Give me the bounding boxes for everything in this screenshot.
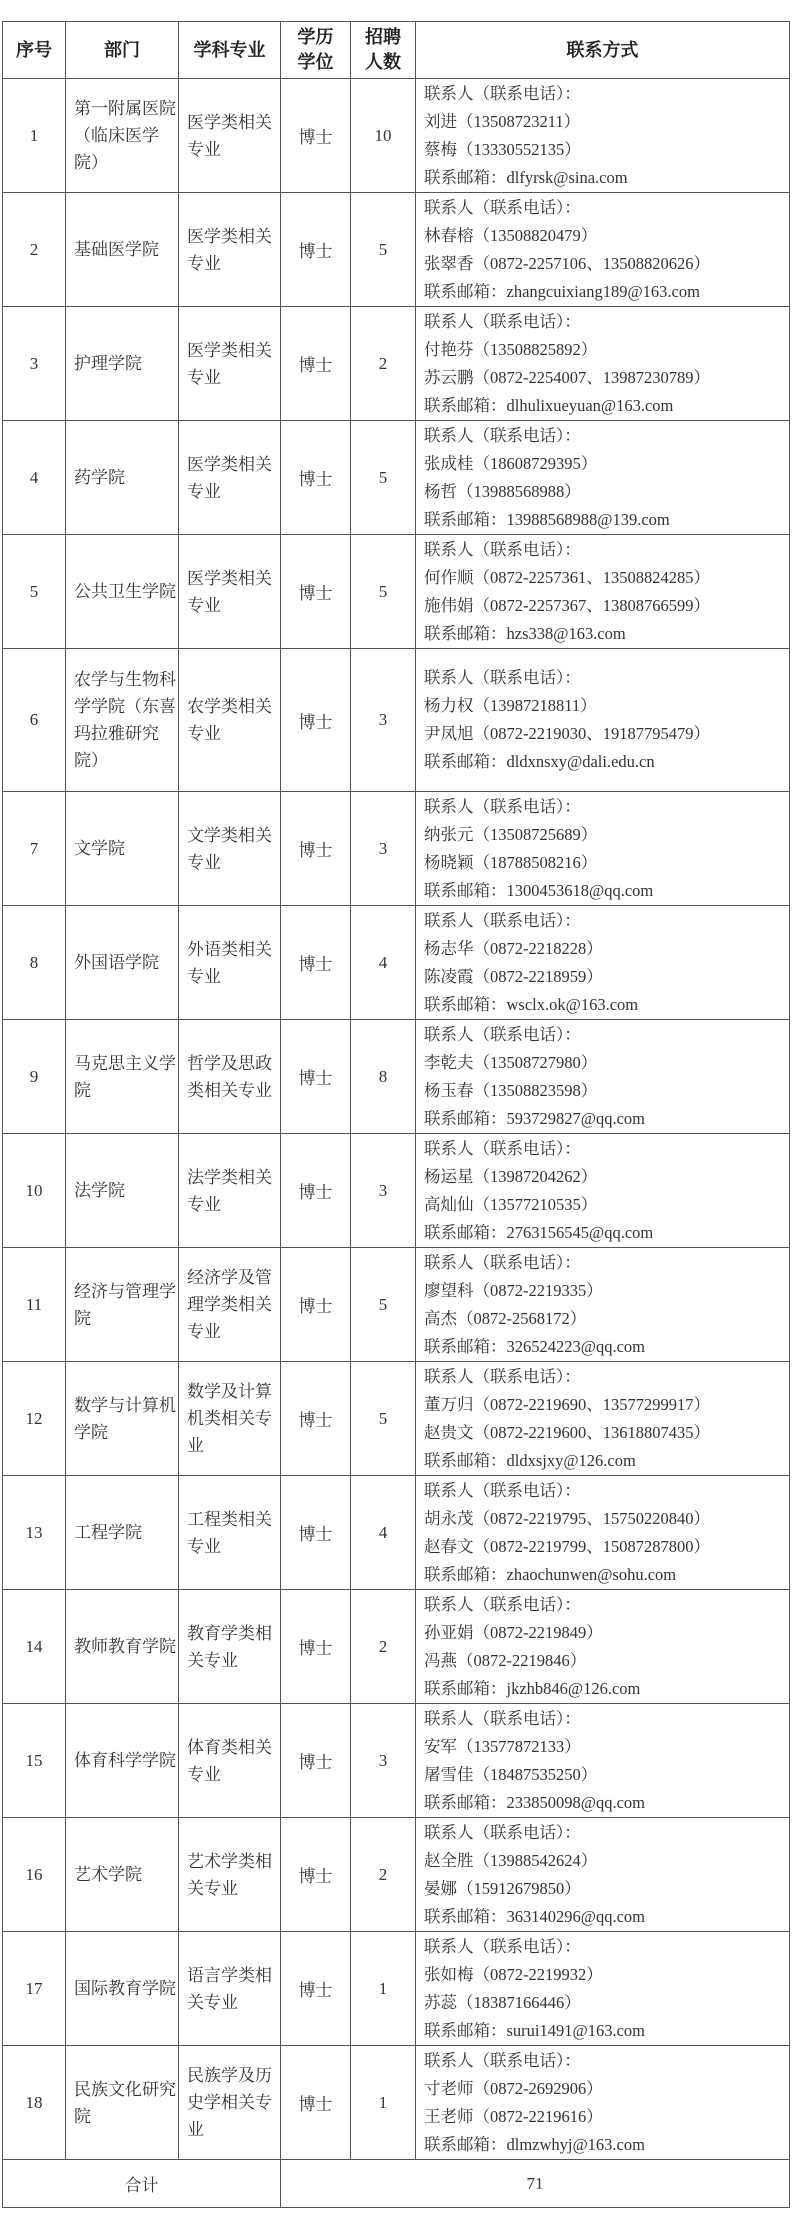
contact-title: 联系人（联系电话）： [424, 2050, 581, 2070]
contact-person: 杨志华（0872-2218228） [424, 938, 603, 958]
table-row [3, 792, 790, 906]
row-index: 11 [3, 1248, 66, 1362]
row-index: 7 [3, 792, 66, 906]
contact-title: 联系人（联系电话）： [424, 1708, 581, 1728]
table-row [3, 535, 790, 649]
row-department: 基础医学院 [66, 193, 179, 307]
row-index: 5 [3, 535, 66, 649]
row-count: 4 [351, 906, 416, 1020]
contact-email: 联系邮箱：hzs338@163.com [424, 623, 626, 643]
row-department: 法学院 [66, 1134, 179, 1248]
row-count: 2 [351, 307, 416, 421]
header-degree: 学历学位 [281, 22, 351, 79]
row-contact [416, 1020, 790, 1134]
row-index: 9 [3, 1020, 66, 1134]
contact-email: 联系邮箱：363140296@qq.com [424, 1906, 645, 1926]
contact-email: 联系邮箱：dlhulixueyuan@163.com [424, 395, 674, 415]
row-contact [416, 1362, 790, 1476]
row-department: 外国语学院 [66, 906, 179, 1020]
contact-person: 廖望科（0872-2219335） [424, 1280, 603, 1300]
contact-person: 张翠香（0872-2257106、13508820626） [424, 253, 710, 273]
row-major: 民族学及历史学相关专业 [179, 2046, 281, 2160]
contact-person: 苏蕊（18387166446） [424, 1992, 581, 2012]
contact-person: 施伟娟（0872-2257367、13808766599） [424, 595, 710, 615]
row-degree: 博士 [281, 1590, 351, 1704]
contact-person: 杨哲（13988568988） [424, 481, 581, 501]
contact-title: 联系人（联系电话）： [424, 1480, 581, 1500]
table-row [3, 1134, 790, 1248]
table-row [3, 193, 790, 307]
row-department: 数学与计算机学院 [66, 1362, 179, 1476]
contact-person: 杨晓颖（18788508216） [424, 852, 598, 872]
row-index: 14 [3, 1590, 66, 1704]
row-degree: 博士 [281, 1704, 351, 1818]
contact-title: 联系人（联系电话）： [424, 796, 581, 816]
contact-person: 高杰（0872-2568172） [424, 1308, 587, 1328]
row-index: 8 [3, 906, 66, 1020]
contact-email: 联系邮箱：13988568988@139.com [424, 509, 670, 529]
row-contact [416, 906, 790, 1020]
row-contact [416, 1476, 790, 1590]
contact-email: 联系邮箱：zhaochunwen@sohu.com [424, 1564, 677, 1584]
contact-person: 苏云鹏（0872-2254007、13987230789） [424, 367, 710, 387]
header-contact: 联系方式 [416, 22, 790, 79]
row-count: 4 [351, 1476, 416, 1590]
contact-person: 安军（13577872133） [424, 1736, 581, 1756]
contact-title: 联系人（联系电话）： [424, 1822, 581, 1842]
row-major: 教育学类相关专业 [179, 1590, 281, 1704]
row-count: 2 [351, 1590, 416, 1704]
contact-email: 联系邮箱：593729827@qq.com [424, 1108, 645, 1128]
row-index: 18 [3, 2046, 66, 2160]
contact-title: 联系人（联系电话）： [424, 83, 581, 103]
row-contact [416, 421, 790, 535]
contact-person: 董万归（0872-2219690、13577299917） [424, 1394, 710, 1414]
row-contact [416, 535, 790, 649]
row-department: 第一附属医院（临床医学院） [66, 79, 179, 193]
row-degree: 博士 [281, 1134, 351, 1248]
contact-email: 联系邮箱：jkzhb846@126.com [424, 1678, 641, 1698]
row-major: 工程类相关专业 [179, 1476, 281, 1590]
table-row [3, 1932, 790, 2046]
row-department: 农学与生物科学学院（东喜玛拉雅研究院） [66, 649, 179, 792]
contact-person: 付艳芬（13508825892） [424, 339, 598, 359]
row-degree: 博士 [281, 1248, 351, 1362]
contact-title: 联系人（联系电话）： [424, 1138, 581, 1158]
contact-person: 晏娜（15912679850） [424, 1878, 581, 1898]
row-index: 15 [3, 1704, 66, 1818]
row-department: 民族文化研究院 [66, 2046, 179, 2160]
row-degree: 博士 [281, 1020, 351, 1134]
header-department: 部门 [66, 22, 179, 79]
table-row [3, 649, 790, 792]
table-row [3, 1590, 790, 1704]
contact-person: 纳张元（13508725689） [424, 824, 598, 844]
header-count: 招聘人数 [351, 22, 416, 79]
row-department: 护理学院 [66, 307, 179, 421]
row-count: 5 [351, 1248, 416, 1362]
row-count: 5 [351, 1362, 416, 1476]
row-count: 1 [351, 2046, 416, 2160]
row-index: 4 [3, 421, 66, 535]
row-major: 经济学及管理学类相关专业 [179, 1248, 281, 1362]
contact-person: 杨运星（13987204262） [424, 1166, 598, 1186]
row-index: 6 [3, 649, 66, 792]
row-degree: 博士 [281, 193, 351, 307]
row-contact [416, 79, 790, 193]
row-department: 经济与管理学院 [66, 1248, 179, 1362]
contact-email: 联系邮箱：zhangcuixiang189@163.com [424, 281, 700, 301]
contact-person: 张成桂（18608729395） [424, 453, 598, 473]
table-row [3, 1020, 790, 1134]
row-department: 药学院 [66, 421, 179, 535]
row-major: 外语类相关专业 [179, 906, 281, 1020]
row-department: 国际教育学院 [66, 1932, 179, 2046]
row-degree: 博士 [281, 792, 351, 906]
total-value: 71 [281, 2160, 790, 2208]
row-major: 语言学类相关专业 [179, 1932, 281, 2046]
row-count: 3 [351, 792, 416, 906]
row-department: 文学院 [66, 792, 179, 906]
contact-person: 杨力权（13987218811） [424, 696, 597, 715]
contact-person: 赵全胜（13988542624） [424, 1850, 598, 1870]
recruitment-table [2, 21, 790, 2208]
row-degree: 博士 [281, 307, 351, 421]
row-major: 法学类相关专业 [179, 1134, 281, 1248]
row-contact [416, 1248, 790, 1362]
contact-email: 联系邮箱：dldxnsxy@dali.edu.cn [424, 752, 655, 771]
contact-title: 联系人（联系电话）： [424, 910, 581, 930]
contact-person: 赵春文（0872-2219799、15087287800） [424, 1536, 710, 1556]
row-count: 1 [351, 1932, 416, 2046]
contact-title: 联系人（联系电话）： [424, 539, 581, 559]
row-department: 公共卫生学院 [66, 535, 179, 649]
row-contact [416, 649, 790, 792]
row-index: 16 [3, 1818, 66, 1932]
contact-title: 联系人（联系电话）： [424, 1024, 581, 1044]
row-contact [416, 193, 790, 307]
row-major: 医学类相关专业 [179, 193, 281, 307]
row-index: 10 [3, 1134, 66, 1248]
contact-email: 联系邮箱：surui1491@163.com [424, 2020, 645, 2040]
contact-person: 寸老师（0872-2692906） [424, 2078, 603, 2098]
table-row [3, 1248, 790, 1362]
row-contact [416, 1704, 790, 1818]
row-department: 工程学院 [66, 1476, 179, 1590]
row-department: 艺术学院 [66, 1818, 179, 1932]
row-degree: 博士 [281, 1476, 351, 1590]
contact-email: 联系邮箱：1300453618@qq.com [424, 880, 654, 900]
row-degree: 博士 [281, 421, 351, 535]
row-major: 农学类相关专业 [179, 649, 281, 792]
contact-email: 联系邮箱：2763156545@qq.com [424, 1222, 654, 1242]
row-count: 5 [351, 535, 416, 649]
row-count: 2 [351, 1818, 416, 1932]
contact-person: 何作顺（0872-2257361、13508824285） [424, 567, 710, 587]
row-contact [416, 2046, 790, 2160]
row-count: 3 [351, 1704, 416, 1818]
contact-person: 杨玉春（13508823598） [424, 1080, 598, 1100]
table-row [3, 906, 790, 1020]
row-major: 医学类相关专业 [179, 307, 281, 421]
table-row [3, 1704, 790, 1818]
contact-title: 联系人（联系电话）： [424, 1594, 581, 1614]
contact-title: 联系人（联系电话）： [424, 1252, 581, 1272]
contact-title: 联系人（联系电话）： [424, 425, 581, 445]
row-index: 1 [3, 79, 66, 193]
row-major: 医学类相关专业 [179, 535, 281, 649]
row-index: 3 [3, 307, 66, 421]
row-contact [416, 1818, 790, 1932]
row-degree: 博士 [281, 79, 351, 193]
row-count: 5 [351, 193, 416, 307]
row-department: 体育科学学院 [66, 1704, 179, 1818]
header-index: 序号 [3, 22, 66, 79]
table-row [3, 1476, 790, 1590]
row-index: 12 [3, 1362, 66, 1476]
table-row [3, 1818, 790, 1932]
table-row [3, 421, 790, 535]
table-header-row [3, 22, 790, 79]
row-department: 马克思主义学院 [66, 1020, 179, 1134]
contact-email: 联系邮箱：233850098@qq.com [424, 1792, 645, 1812]
contact-person: 高灿仙（13577210535） [424, 1194, 598, 1214]
row-degree: 博士 [281, 1362, 351, 1476]
row-degree: 博士 [281, 535, 351, 649]
row-major: 医学类相关专业 [179, 421, 281, 535]
contact-title: 联系人（联系电话）： [424, 197, 581, 217]
total-row [3, 2160, 790, 2208]
contact-person: 尹凤旭（0872-2219030、19187795479） [424, 724, 710, 743]
row-count: 3 [351, 1134, 416, 1248]
row-contact [416, 792, 790, 906]
contact-person: 张如梅（0872-2219932） [424, 1964, 603, 1984]
contact-person: 蔡梅（13330552135） [424, 139, 581, 159]
contact-email: 联系邮箱：wsclx.ok@163.com [424, 994, 639, 1014]
row-degree: 博士 [281, 1932, 351, 2046]
row-major: 医学类相关专业 [179, 79, 281, 193]
row-contact [416, 1134, 790, 1248]
contact-person: 屠雪佳（18487535250） [424, 1764, 598, 1784]
row-major: 文学类相关专业 [179, 792, 281, 906]
row-count: 3 [351, 649, 416, 792]
table-row [3, 79, 790, 193]
row-major: 体育类相关专业 [179, 1704, 281, 1818]
row-degree: 博士 [281, 906, 351, 1020]
row-count: 10 [351, 79, 416, 193]
row-index: 13 [3, 1476, 66, 1590]
row-contact [416, 1932, 790, 2046]
contact-person: 刘进（13508723211） [424, 111, 581, 131]
contact-person: 赵贵文（0872-2219600、13618807435） [424, 1422, 710, 1442]
row-index: 17 [3, 1932, 66, 2046]
contact-title: 联系人（联系电话）： [424, 1366, 581, 1386]
contact-email: 联系邮箱：dldxsjxy@126.com [424, 1450, 636, 1470]
contact-title: 联系人（联系电话）： [424, 1936, 581, 1956]
contact-email: 联系邮箱：dlfyrsk@sina.com [424, 167, 628, 187]
row-index: 2 [3, 193, 66, 307]
table-row [3, 307, 790, 421]
table-row [3, 1362, 790, 1476]
row-contact [416, 1590, 790, 1704]
header-major: 学科专业 [179, 22, 281, 79]
row-count: 8 [351, 1020, 416, 1134]
contact-person: 王老师（0872-2219616） [424, 2106, 603, 2126]
row-major: 数学及计算机类相关专业 [179, 1362, 281, 1476]
contact-person: 冯燕（0872-2219846） [424, 1650, 587, 1670]
contact-title: 联系人（联系电话）： [424, 668, 581, 687]
table-row [3, 2046, 790, 2160]
contact-email: 联系邮箱：326524223@qq.com [424, 1336, 645, 1356]
row-department: 教师教育学院 [66, 1590, 179, 1704]
row-degree: 博士 [281, 649, 351, 792]
row-degree: 博士 [281, 1818, 351, 1932]
row-major: 哲学及思政类相关专业 [179, 1020, 281, 1134]
contact-person: 李乾夫（13508727980） [424, 1052, 598, 1072]
contact-email: 联系邮箱：dlmzwhyj@163.com [424, 2134, 645, 2154]
row-degree: 博士 [281, 2046, 351, 2160]
contact-person: 胡永茂（0872-2219795、15750220840） [424, 1508, 710, 1528]
contact-person: 孙亚娟（0872-2219849） [424, 1622, 603, 1642]
row-count: 5 [351, 421, 416, 535]
row-contact [416, 307, 790, 421]
row-major: 艺术学类相关专业 [179, 1818, 281, 1932]
contact-title: 联系人（联系电话）： [424, 311, 581, 331]
contact-person: 陈凌霞（0872-2218959） [424, 966, 603, 986]
total-label: 合计 [3, 2160, 281, 2208]
contact-person: 林春榕（13508820479） [424, 225, 598, 245]
